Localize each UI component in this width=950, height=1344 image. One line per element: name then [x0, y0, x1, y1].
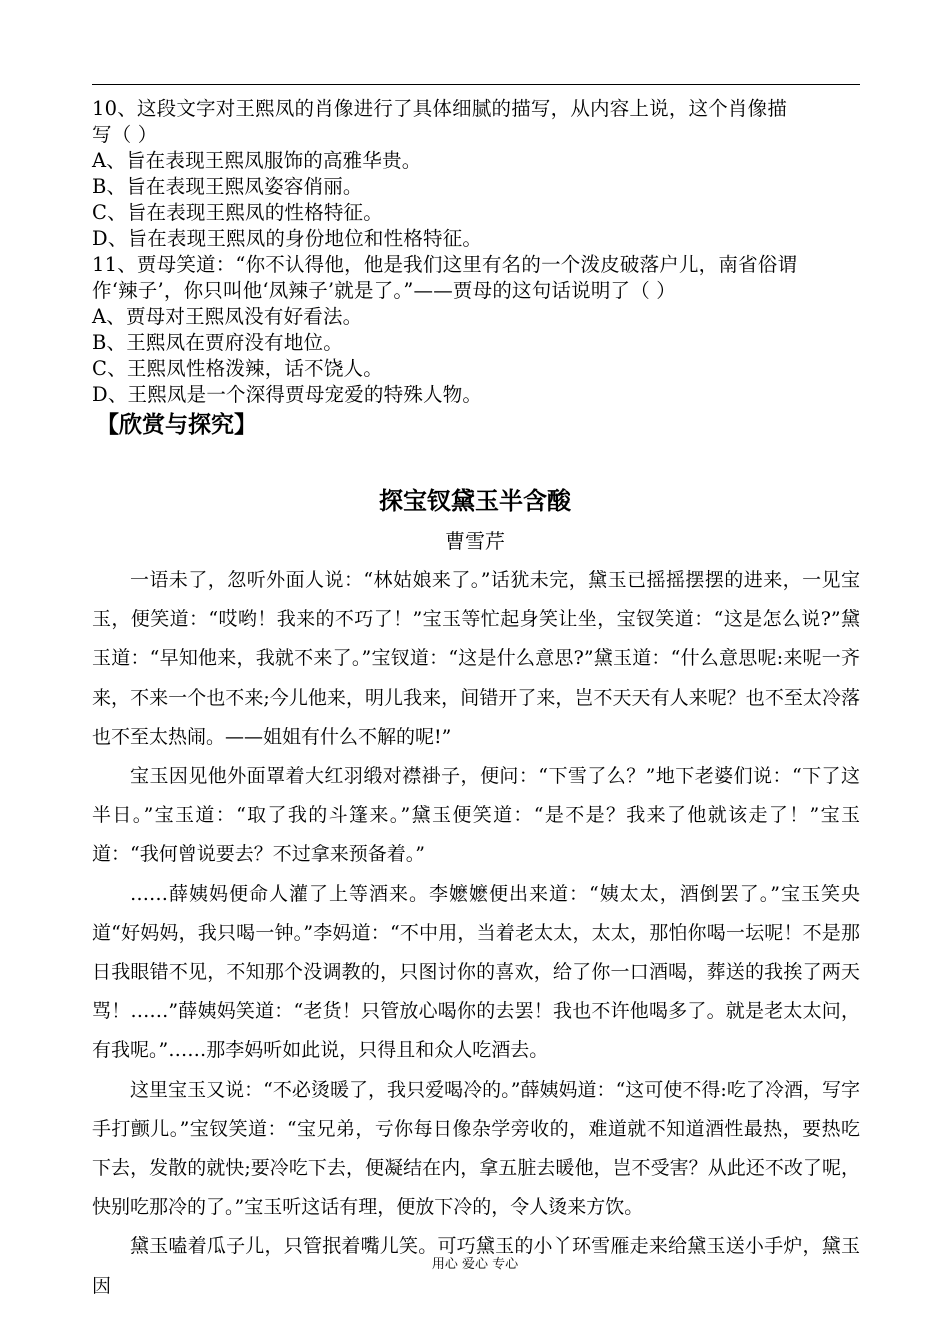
- questions-block: [92, 96, 860, 408]
- article-title: 探宝钗黛玉半含酸: [379, 487, 571, 515]
- section-heading: 【欣赏与探究】: [96, 412, 257, 438]
- article-paragraph: 一语未了，忽听外面人说：“林姑娘来了。”话犹未完，黛玉已摇摇摆摆的进来，一见宝玉，便笑道：“哎哟！我来的不巧了！”宝玉等忙起身笑让坐，宝钗笑道：“这是怎么说?”黛玉道：“早知他来，我就不来了。”宝钗道：“这是什么意思?”黛玉道：“什么意思呢:来呢一齐来，不来一个也不来;今儿他来，明儿我来，间错开了来，岂不天天有人来呢？也不至太冷落也不至太热闹。——姐姐有什么不解的呢!”: [92, 569, 860, 748]
- q10-stem-line2: 写（ ）: [92, 123, 158, 146]
- q11-option-a: A、贾母对王熙凤没有好看法。: [92, 305, 363, 328]
- q11-stem-line2: 作‘辣子’，你只叫他‘凤辣子’就是了。”——贾母的这句话说明了（ ）: [92, 279, 677, 302]
- article-paragraph: ……薛姨妈便命人灌了上等酒来。李嬷嬷便出来道：“姨太太，酒倒罢了。”宝玉笑央道“好妈妈，我只喝一钟。”李妈道：“不中用，当着老太太，太太，那怕你喝一坛呢！不是那日我眼错不见，不知那个没调教的，只图讨你的喜欢，给了你一口酒喝，葬送的我挨了两天骂！……”薛姨妈笑道：“老货！只管放心喝你的去罢！我也不许他喝多了。就是老太太问，有我呢。”……那李妈听如此说，只得且和众人吃酒去。: [92, 882, 860, 1062]
- header-rule: [92, 84, 860, 85]
- q11-option-d: D、王熙凤是一个深得贾母宠爱的特殊人物。: [92, 383, 483, 406]
- q10-option-a: A、旨在表现王熙凤服饰的高雅华贵。: [92, 149, 422, 172]
- article-paragraph: 宝玉因见他外面罩着大红羽缎对襟褂子，便问：“下雪了么？”地下老婆们说：“下了这半日。”宝玉道：“取了我的斗篷来。”黛玉便笑道：“是不是？我来了他就该走了！”宝玉道：“我何曾说要去？不过拿来预备着。”: [92, 765, 860, 866]
- article-paragraph: 黛玉嗑着瓜子儿，只管抿着嘴儿笑。可巧黛玉的小丫环雪雁走来给黛玉送小手炉，黛玉因: [92, 1235, 860, 1297]
- q11-option-b: B、王熙凤在贾府没有地位。: [92, 331, 343, 354]
- q11-stem-line1: 11、贾母笑道：“你不认得他，他是我们这里有名的一个泼皮破落户儿，南省俗谓: [92, 253, 798, 276]
- q10-option-b: B、旨在表现王熙凤姿容俏丽。: [92, 175, 363, 198]
- article-body: [92, 561, 860, 1306]
- article-paragraph: 这里宝玉又说：“不必烫暖了，我只爱喝冷的。”薛姨妈道：“这可使不得:吃了冷酒，写字手打颤儿。”宝钗笑道：“宝兄弟，亏你每日像杂学旁收的，难道就不知道酒性最热，要热吃下去，发散的就快;要冷吃下去，便凝结在内，拿五脏去暖他，岂不受害？从此还不改了呢，快别吃那冷的了。”宝玉听这话有理，便放下冷的，令人烫来方饮。: [92, 1078, 860, 1219]
- article-author: 曹雪芹: [445, 529, 505, 553]
- q10-option-d: D、旨在表现王熙凤的身份地位和性格特征。: [92, 227, 483, 250]
- q10-option-c: C、旨在表现王熙凤的性格特征。: [92, 201, 383, 224]
- page-footer: 用心 爱心 专心: [431, 1257, 519, 1272]
- q11-option-c: C、王熙凤性格泼辣，话不饶人。: [92, 357, 383, 380]
- q10-stem-line1: 10、这段文字对王熙凤的肖像进行了具体细腻的描写，从内容上说，这个肖像描: [92, 97, 788, 120]
